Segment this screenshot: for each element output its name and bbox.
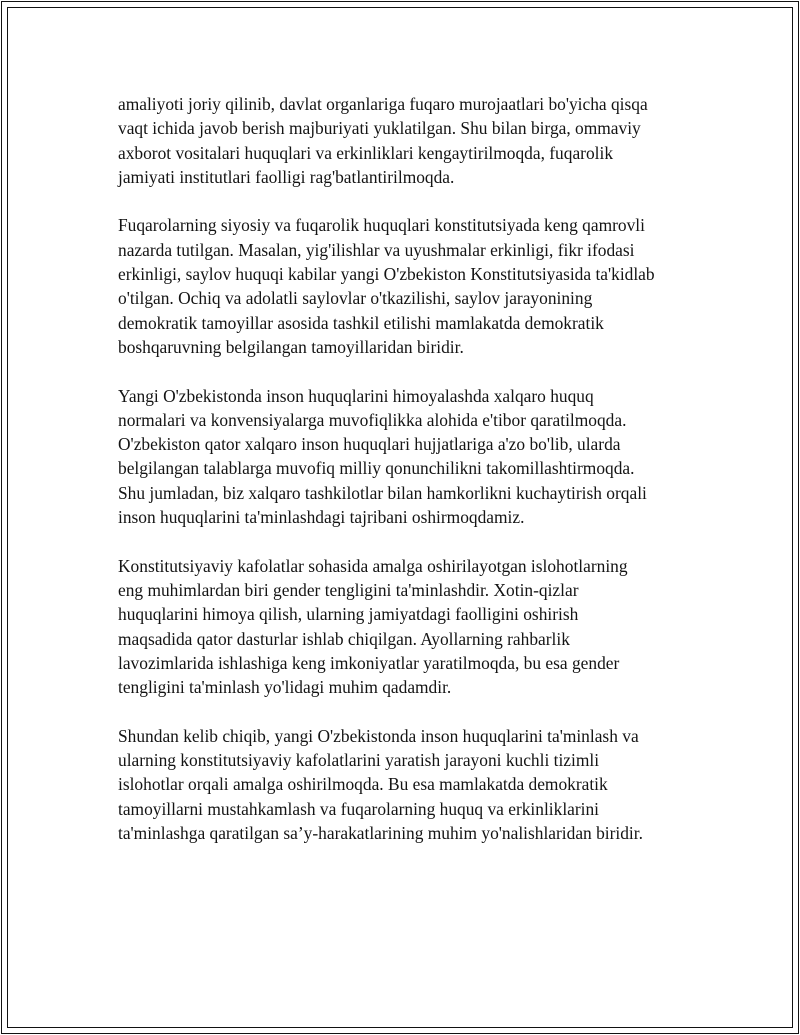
text-line: maqsadida qator dasturlar ishlab chiqilgan. Ayollarning rahbarlik bbox=[118, 628, 570, 649]
text-line: islohotlar orqali amalga oshirilmoqda. Bu esa mamlakatda demokratik bbox=[118, 774, 608, 795]
paragraph-2 bbox=[118, 213, 698, 359]
text-line: huquqlarini himoya qilish, ularning jamiyatdagi faolligini oshirish bbox=[118, 604, 579, 625]
text-line: ta'minlashga qaratilgan sa’y-harakatlarining muhim yo'nalishlaridan biridir. bbox=[118, 822, 643, 843]
text-line: normalari va konvensiyalarga muvofiqlikka alohida e'tibor qaratilmoqda. bbox=[118, 409, 627, 430]
text-line: tengligini ta'minlash yo'lidagi muhim qadamdir. bbox=[118, 677, 452, 698]
text-line: eng muhimlardan biri gender tengligini ta'minlashdir. Xotin-qizlar bbox=[118, 579, 579, 600]
paragraph-4 bbox=[118, 554, 698, 700]
text-line: o'tilgan. Ochiq va adolatli saylovlar o'tkazilishi, saylov jarayonining bbox=[118, 288, 593, 309]
paragraph-3 bbox=[118, 384, 698, 530]
text-line: Shundan kelib chiqib, yangi O'zbekistonda inson huquqlarini ta'minlash va bbox=[118, 725, 639, 746]
text-line: O'zbekiston qator xalqaro inson huquqlari hujjatlariga a'zo bo'lib, ularda bbox=[118, 434, 621, 455]
text-line: erkinligi, saylov huquqi kabilar yangi O'zbekiston Konstitutsiyasida ta'kidlab bbox=[118, 264, 655, 285]
text-line: amaliyoti joriy qilinib, davlat organlariga fuqaro murojaatlari bo'yicha qisqa bbox=[118, 94, 648, 114]
text-line: Yangi O'zbekistonda inson huquqlarini himoyalashda xalqaro huquq bbox=[118, 385, 594, 406]
text-line: inson huquqlarini ta'minlashdagi tajribani oshirmoqdamiz. bbox=[118, 507, 525, 528]
text-line: ularning konstitutsiyaviy kafolatlarini yaratish jarayoni kuchli tizimli bbox=[118, 750, 600, 771]
text-line: Shu jumladan, biz xalqaro tashkilotlar bilan hamkorlikni kuchaytirish orqali bbox=[118, 482, 647, 503]
text-line: boshqaruvning belgilangan tamoyillaridan biridir. bbox=[118, 336, 464, 357]
text-line: axborot vositalari huquqlari va erkinliklari kengaytirilmoqda, fuqarolik bbox=[118, 142, 614, 163]
paragraph-5 bbox=[118, 724, 698, 845]
text-line: Fuqarolarning siyosiy va fuqarolik huquqlari konstitutsiyada keng qamrovli bbox=[118, 215, 645, 236]
text-line: belgilangan talablarga muvofiq milliy qonunchilikni takomillashtirmoqda. bbox=[118, 458, 635, 479]
text-line: demokratik tamoyillar asosida tashkil etilishi mamlakatda demokratik bbox=[118, 312, 604, 333]
text-line: vaqt ichida javob berish majburiyati yuklatilgan. Shu bilan birga, ommaviy bbox=[118, 118, 641, 139]
text-line: Konstitutsiyaviy kafolatlar sohasida amalga oshirilayotgan islohotlarning bbox=[118, 555, 628, 576]
text-line: jamiyati institutlari faolligi rag'batlantirilmoqda. bbox=[118, 166, 455, 187]
paragraph-1 bbox=[118, 92, 698, 189]
text-line: tamoyillarni mustahkamlash va fuqarolarning huquq va erkinliklarini bbox=[118, 798, 600, 819]
text-line: lavozimlarida ishlashiga keng imkoniyatlar yaratilmoqda, bu esa gender bbox=[118, 652, 620, 673]
document-body bbox=[118, 92, 698, 870]
text-line: nazarda tutilgan. Masalan, yig'ilishlar va uyushmalar erkinligi, fikr ifodasi bbox=[118, 239, 635, 260]
